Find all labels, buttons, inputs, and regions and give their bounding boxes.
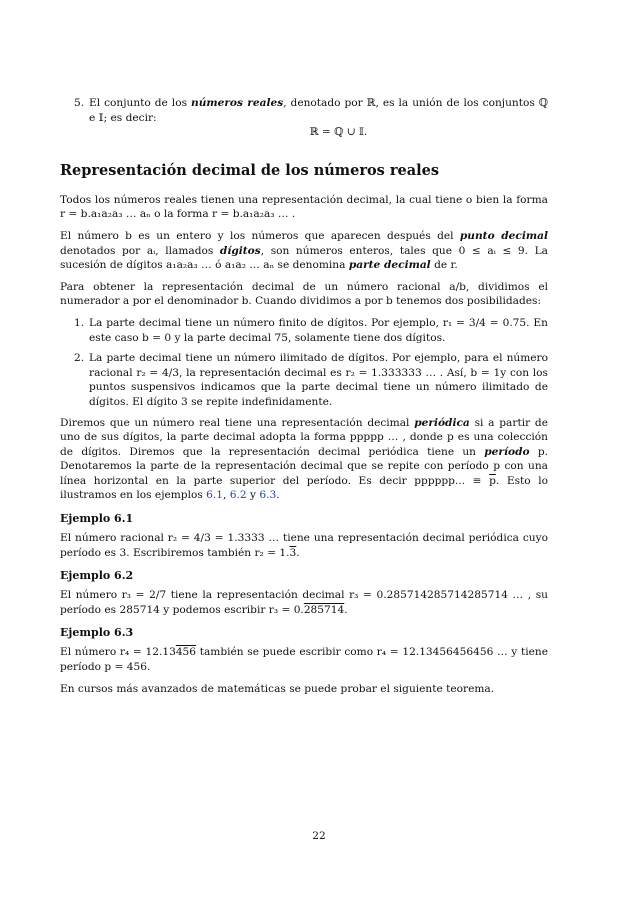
section-title: Representación decimal de los números reales <box>60 161 440 179</box>
ref-example-6-3[interactable]: 6.3 <box>259 489 277 502</box>
p4-text-3: p. Denotaremos la parte de la representación decimal que se repite con período p con una línea horizontal en la parte superior del período. Es decir pppppp... ≡ <box>60 445 548 487</box>
p2-text-1: El número b es un entero y los números que aparecen después del <box>60 229 460 242</box>
term-digitos: dígitos <box>219 244 261 257</box>
paragraph-2 <box>60 229 548 273</box>
equation-reals: ℝ = ℚ ∪ 𝕀. <box>309 126 368 139</box>
ref-example-6-1[interactable]: 6.1 <box>206 489 224 502</box>
paragraph-4 <box>60 416 548 504</box>
list-item-text: La parte decimal tiene un número finito de dígitos. Por ejemplo, r₁ = 3/4 = 0.75. En este caso b = 0 y la parte decimal 75, solamente tiene dos dígitos. <box>89 316 548 344</box>
paragraph-3: Para obtener la representación decimal de un número racional a/b, dividimos el numerador a por el denominador b. Cuando dividimos a por b tenemos dos posibilidades: <box>60 280 548 308</box>
ref-example-6-2[interactable]: 6.2 <box>229 489 247 502</box>
example-6-2-text <box>60 588 548 617</box>
term-parte-decimal: parte decimal <box>348 259 431 272</box>
list-item-5 <box>60 96 548 140</box>
p4-text-4: . Esto lo ilustramos en los ejemplos <box>60 474 548 502</box>
example-6-1-title: Ejemplo 6.1 <box>60 512 134 526</box>
p2-text-3: , son números enteros, tales que 0 ≤ aᵢ ≤ 9. La sucesión de dígitos a₁a₂a₃ … ó a₁a₂ … aₙ se denomina <box>60 244 548 272</box>
ex2-text-1: El número r₃ = 2/7 tiene la representación decimal r₃ = 0.285714285714285714 … , su período es 285714 y podemos escribir r₃ = 0. <box>60 589 548 616</box>
example-6-2-title: Ejemplo 6.2 <box>60 569 134 583</box>
ex2-text-2: . <box>344 603 348 616</box>
p2-text-4: de r. <box>430 259 458 272</box>
list-number: 2. <box>74 352 85 365</box>
ex2-overline: 285714 <box>303 603 345 616</box>
example-6-1-text <box>60 531 548 560</box>
item5-text-2: , denotado por ℝ, es la unión de los conjuntos ℚ e 𝕀; es decir: <box>89 97 548 124</box>
p-overline: $\overline{p}$ <box>489 474 496 487</box>
p4-sep-1: , <box>223 489 230 502</box>
ex3-overline: 456 <box>175 646 197 659</box>
list-number: 5. <box>74 97 85 109</box>
page-body <box>60 96 548 703</box>
list-item-1 <box>60 316 548 345</box>
p4-end: . <box>276 489 280 502</box>
ex3-text-1: El número r₄ = 12.13 <box>60 646 176 659</box>
page-number: 22 <box>312 830 326 842</box>
ex1-text-1: El número racional r₂ = 4/3 = 1.3333 … tiene una representación decimal periódica cuyo período es 3. Escribiremos también r₂ = 1. <box>60 532 548 559</box>
ex1-overline: 3 <box>289 546 297 559</box>
term-periodica: periódica <box>414 416 470 429</box>
term-numeros-reales: números reales <box>191 97 284 109</box>
p4-text-1: Diremos que un número real tiene una representación decimal <box>60 416 415 429</box>
list-item-2 <box>60 351 548 409</box>
paragraph-5: En cursos más avanzados de matemáticas se puede probar el siguiente teorema. <box>60 682 495 695</box>
term-periodo: período <box>484 445 530 458</box>
term-punto-decimal: punto decimal <box>459 229 548 242</box>
paragraph-1: Todos los números reales tienen una representación decimal, la cual tiene o bien la forma r = b.a₁a₂a₃ … aₙ o la forma r = b.a₁a₂a₃ … . <box>60 193 548 221</box>
example-6-3-title: Ejemplo 6.3 <box>60 626 134 640</box>
p4-sep-2: y <box>246 489 260 502</box>
example-6-3-text <box>60 645 548 674</box>
p4-text-2: si a partir de uno de sus dígitos, la parte decimal adopta la forma ppppp … , donde p es una colección de dígitos. Diremos que la representación decimal periódica tiene un <box>60 416 548 458</box>
p2-text-2: denotados por aᵢ, llamados <box>60 244 220 257</box>
item5-text-1: El conjunto de los <box>89 97 191 109</box>
ex1-text-2: . <box>296 546 300 559</box>
list-number: 1. <box>74 316 85 329</box>
list-item-text: La parte decimal tiene un número ilimitado de dígitos. Por ejemplo, para el número racional r₂ = 4/3, la representación decimal es r₂ = 1.333333 … . Así, b = 1y con los puntos suspensivos indicamos que la parte decimal tiene un número ilimitado de dígitos. El dígito 3 se repite indefinidamente. <box>89 352 548 408</box>
ex3-text-2: también se puede escribir como r₄ = 12.13456456456 … y tiene período p = 456. <box>60 646 548 674</box>
